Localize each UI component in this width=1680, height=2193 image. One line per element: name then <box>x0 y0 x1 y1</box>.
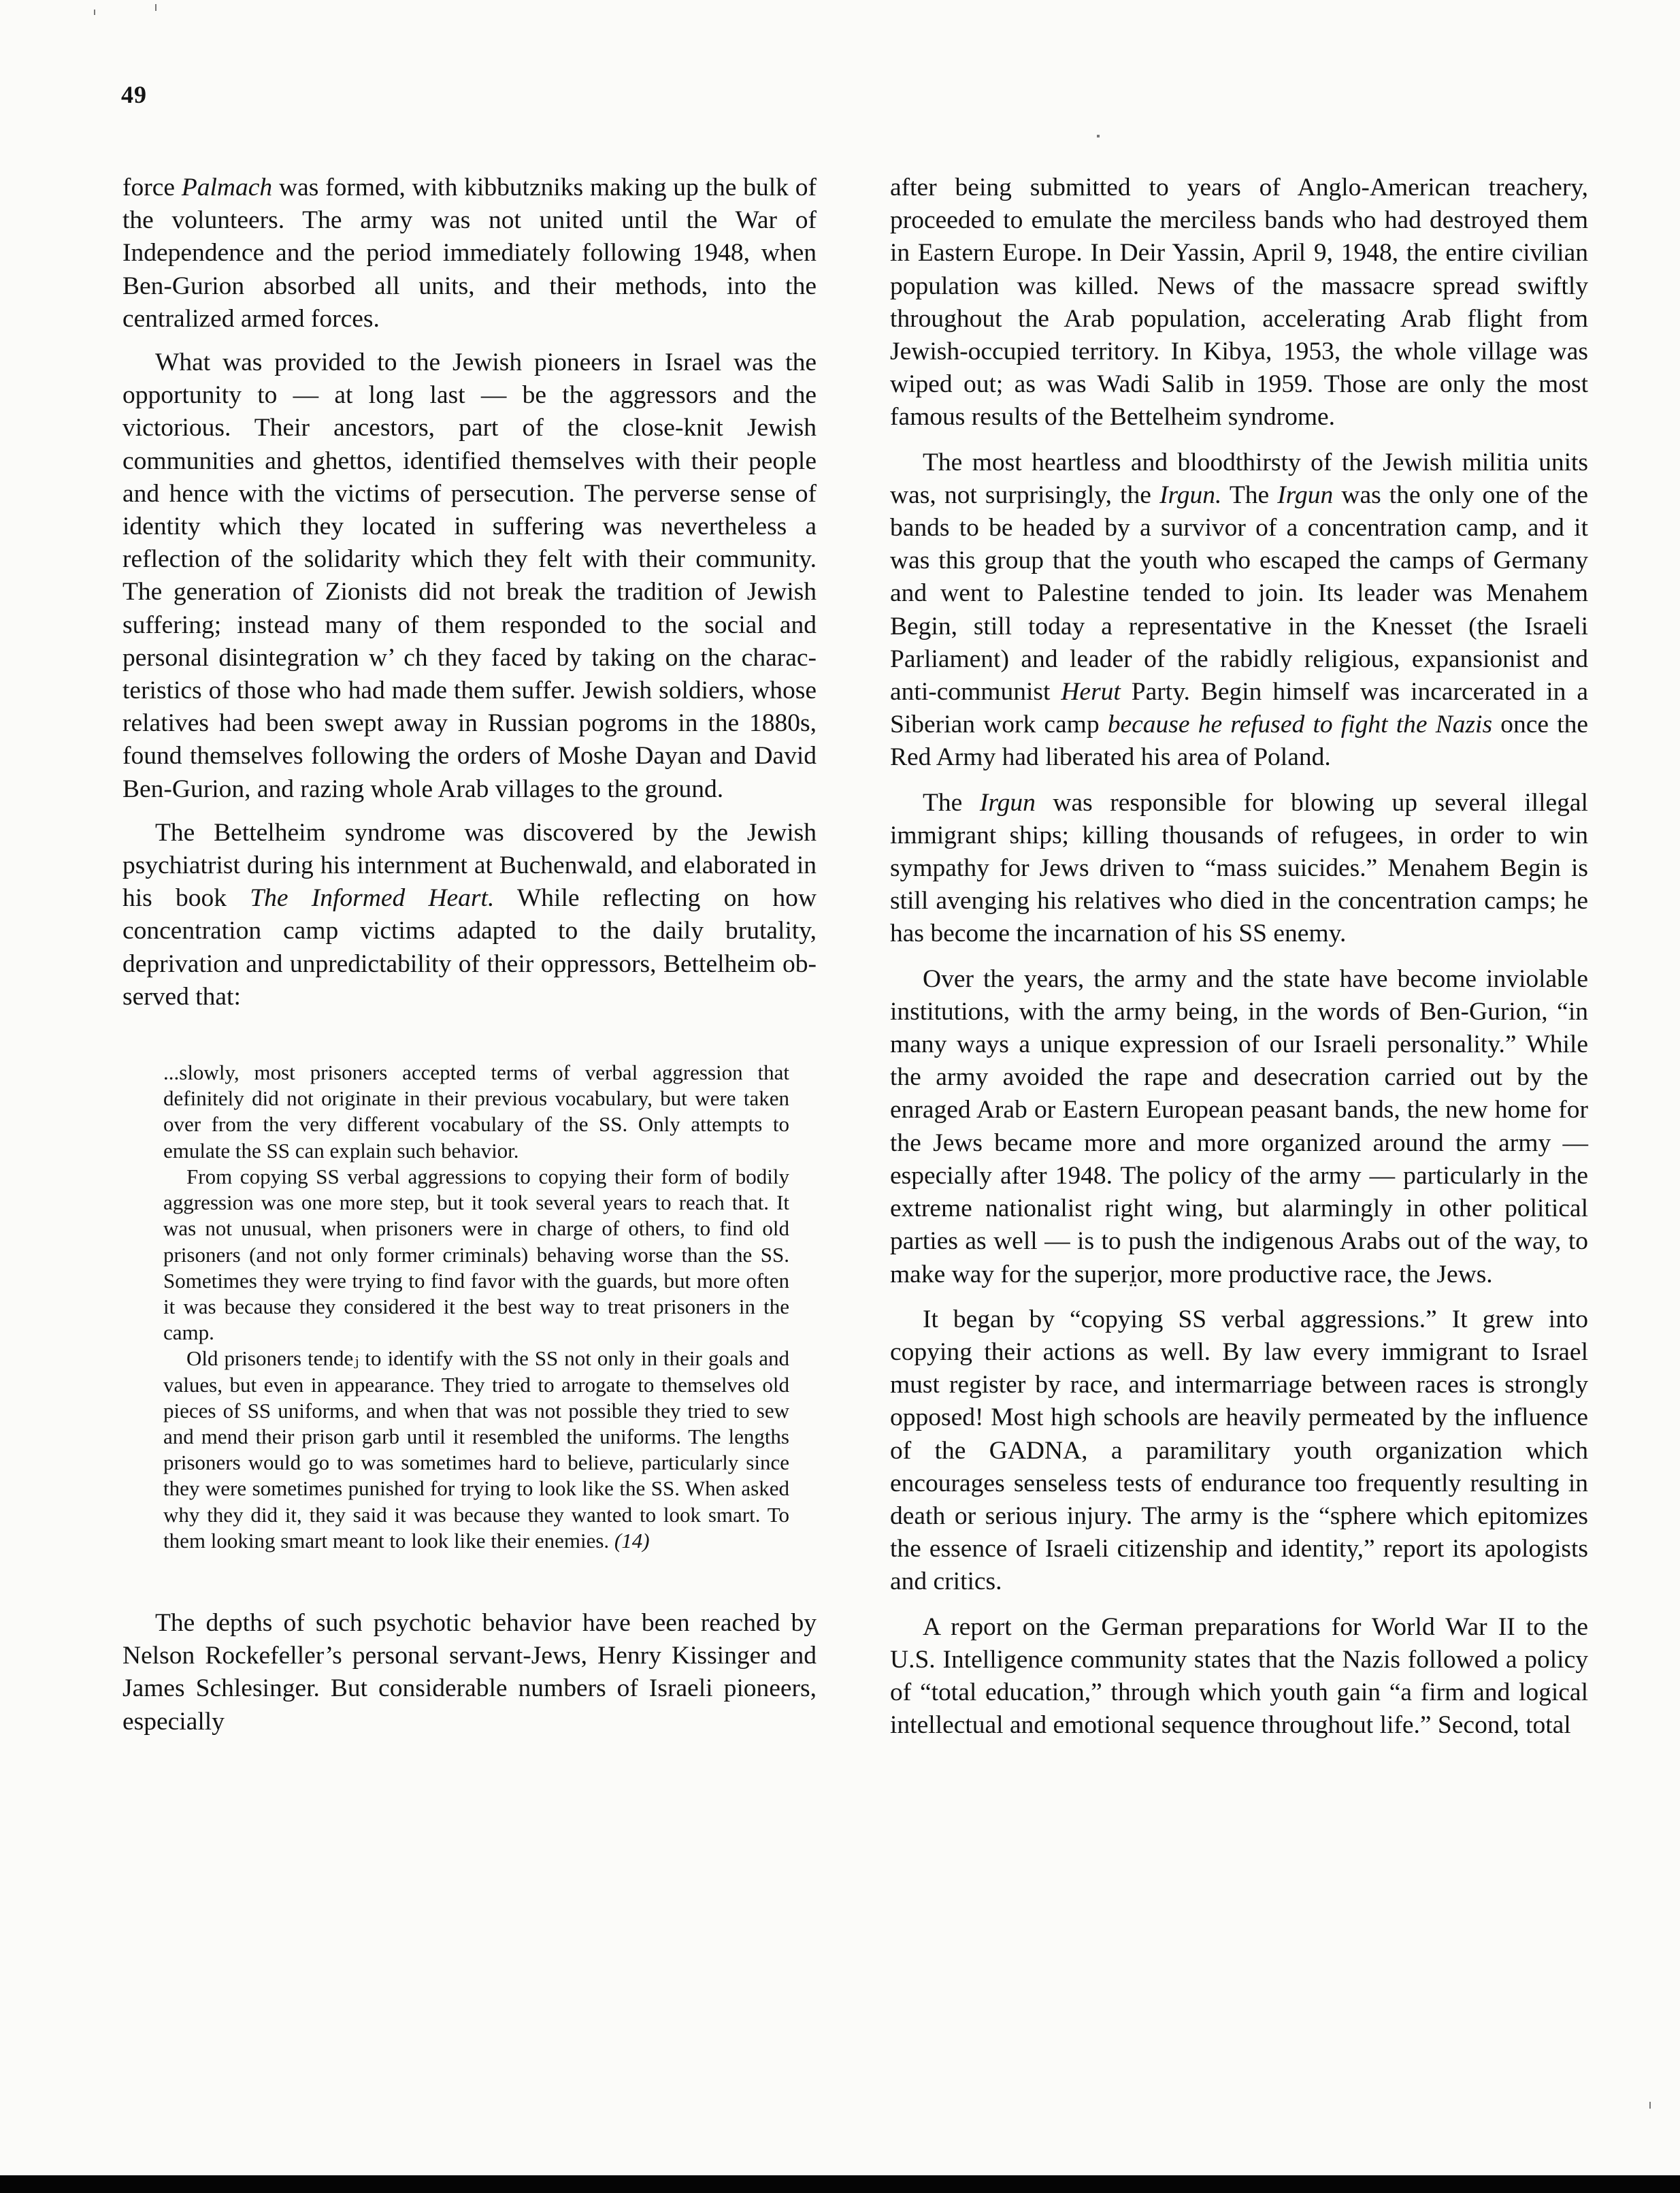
text-run: Party. Begin himself was incarcerated in a Siberian work camp <box>890 678 1588 739</box>
italic-term: Irgun <box>979 788 1036 817</box>
left-paragraph-2: What was provided to the Jewish pioneers in Israel was the opportunity to — at long last — be the aggressors and the victorious. Their ancestors, part of the close-knit Jewish communities and ghettos, identified themselves with their people and hence with the victims of persecution. The perverse sense of identity which they located in suffering was nevertheless a reflection of the solidarity which they felt with their community. The generation of Zionists did not break the tradition of Jewish suffering; instead many of them responded to the social and personal disintegration w’ ch they faced by taking on the characteristics of those who had made them suffer. Jewish soldiers, whose relatives had been swept away in Russian pogroms in the 1880s, found themselves following the orders of Moshe Dayan and David Ben-Gurion, and razing whole Arab villages to the ground. <box>122 348 817 803</box>
text-run: The <box>1221 481 1278 509</box>
right-paragraph-4: Over the years, the army and the state have become inviolable institutions, with the army being, in the words of Ben-Gurion, “in many ways a unique expression of our Israeli personality.” While the army avoided the rape and desecration carried out by the enraged Arab or Eastern European peasant bands, the new home for the Jews became more and more organized around the army — especially after 1948. The policy of the army — particularly in the extreme nationalist right wing, but alarmingly in other political parties as well — is to push the indigenous Arabs out of the way, to make way for the superi̤or, more productive race, the Jews. <box>890 964 1588 1288</box>
text-run: The most heartless and bloodthirsty of the Jewish militia units was, not surprisingly, the <box>890 448 1588 509</box>
block-quote <box>163 1060 789 1554</box>
quote-paragraph-1: ...slowly, most prisoners accepted terms of verbal aggression that definitely did not originate in their previous vocabulary, but were taken over from the very different vocabulary of the SS. Only attempts to emulate the SS can explain such behavior. <box>163 1060 789 1163</box>
right-paragraph-6: A report on the German preparations for World War II to the U.S. Intelligence community states that the Nazis followed a policy of “total education,” through which youth gain “a firm and logical intellectual and emotional sequence throughout life.” Second, total <box>890 1612 1588 1740</box>
italic-term: Irgun. <box>1159 481 1222 509</box>
left-paragraph-4: The depths of such psychotic behavior have been reached by Nelson Rockefeller’s personal servant-Jews, Henry Kissinger and James Schlesinger. But considerable numbers of Israeli pioneers, especially <box>122 1608 817 1736</box>
right-column <box>890 172 1588 1742</box>
quote-paragraph-2: From copying SS verbal aggressions to copying their form of bodily aggression was one more step, but it took several years to reach that. It was not unusual, when prisoners were in charge of others, to find old prisoners (and not only former criminals) behaving worse than the SS. Sometimes they were trying to find favor with the guards, but more often it was because they considered it the best way to treat prisoners in the camp. <box>163 1164 789 1345</box>
left-paragraph-3 <box>122 817 817 1013</box>
scan-speck <box>155 4 157 11</box>
scan-speck <box>1649 2102 1651 2109</box>
left-paragraph-1 <box>122 172 817 336</box>
italic-emphasis: because he refused to fight the Nazis <box>1107 711 1493 739</box>
text-run: once the Red Army had liberated his area of Poland. <box>890 711 1589 772</box>
text-run: The Bettelheim syndrome was discovered by the Jewish psychiatrist during his internment at Buchenwald, and elaborated in his book <box>122 818 817 913</box>
right-paragraph-5: It began by “copying SS verbal aggressions.” It grew into copying their actions as well. By law every immigrant to Israel must register by race, and intermarriage between races is strongly opposed! Most high schools are heavily permeated by the influence of the GADNA, a paramilitary youth organization which encourages senseless tests of endurance too frequently resulting in death or serious injury. The army is the “sphere which epitomizes the essence of Israeli citizenship and identity,” report its apologists and critics. <box>890 1305 1588 1596</box>
scan-speck <box>94 10 95 15</box>
text-run: Old prisoners tendeⱼ to identify with the SS not only in their goals and values, but even in appearance. They tried to arrogate to themselves old pieces of SS uniforms, and when that was not possible they tried to sew and mend their prison garb until it resembled the uniforms. The lengths prisoners would go to was sometimes hard to believe, particularly since they were sometimes punished for trying to look like the SS. When asked why they did it, they said it was because they wanted to look smart. To them looking smart meant to look like their enemies. <box>163 1346 789 1553</box>
bottom-border <box>0 2175 1680 2193</box>
text-run: was formed, with kibbutzniks making up the bulk of the volunteers. The army was not united until the War of Independence and the period immediately following 1948, when Ben-Gurion absorbed all units, and their methods, into the centralized armed forces. <box>122 174 817 333</box>
text-run: force <box>122 174 182 201</box>
quote-paragraph-3 <box>163 1346 789 1554</box>
page-number: 49 <box>121 81 147 108</box>
footnote-reference: (14) <box>614 1528 650 1553</box>
italic-term: Palmach <box>181 174 273 201</box>
book-title: The Informed Heart. <box>250 884 495 913</box>
text-run: was responsible for blowing up several illegal immigrant ships; killing thousands of refugees, in order to win sympathy for Jews driven to “mass suicides.” Menahem Begin is still avenging his relatives who died in the concentration camps; he has become the incarnation of his SS enemy. <box>890 788 1588 948</box>
italic-term: Irgun <box>1277 481 1334 509</box>
left-column <box>122 172 817 1738</box>
scan-speck <box>1097 135 1100 137</box>
right-paragraph-1: after being submitted to years of Anglo-American treachery, proceeded to emulate the merciless bands who had destroyed them in Eastern Europe. In Deir Yassin, April 9, 1948, the entire civilian population was killed. News of the massacre spread swiftly throughout the Arab population, accelerating Arab flight from Jewish-occupied territory. In Kibya, 1953, the whole village was wiped out; as was Wadi Salib in 1959. Those are only the most famous results of the Bettelheim syndrome. <box>890 174 1588 432</box>
italic-term: Herut <box>1061 678 1121 706</box>
text-run: was the only one of the bands to be headed by a survivor of a concentration camp, and it was this group that the youth who escaped the camps of Germany and went to Palestine tended to join. Its leader was Menahem Begin, still today a representative in the Knesset (the Israeli Parliament) and leader of the rabidly religious, expansionist and anti-communist <box>890 481 1589 706</box>
text-run: While reflecting on how concentration camp victims adapted to the daily brutality, deprivation and unpredictability of their oppressors, Bettelheim observed that: <box>122 884 817 1011</box>
text-run: The <box>923 788 980 817</box>
right-paragraph-3 <box>890 787 1588 951</box>
right-paragraph-2 <box>890 446 1588 775</box>
